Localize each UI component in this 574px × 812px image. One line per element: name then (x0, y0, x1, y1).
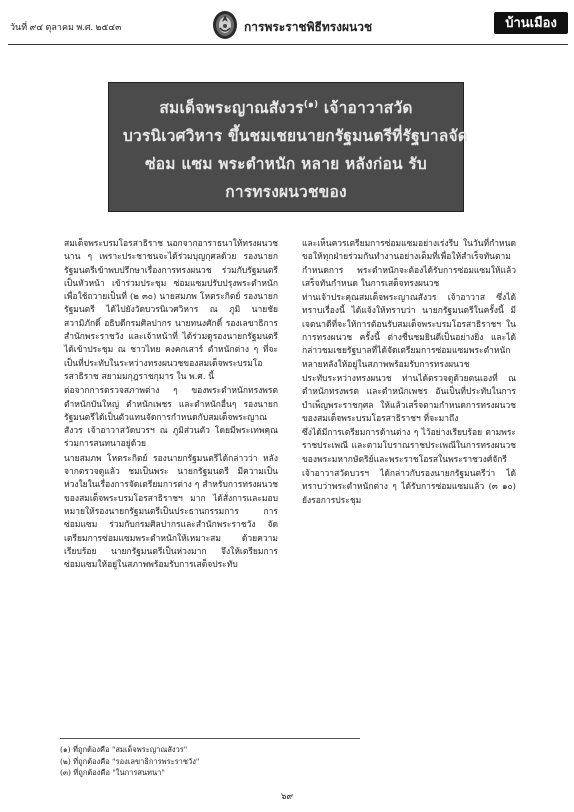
title-line-2: บวรนิเวศวิหาร ขึ้นชมเชยนายกรัฐมนตรีที่รัฐบาลจัด (123, 127, 469, 146)
body-paragraph: ต่อจากการตรวจสภาพต่าง ๆ ของพระตำหนักทรงพรต ตำหนักบันใหญ่ ตำหนักเพชร และตำหนักอื่นๆ รองนายกรัฐมนตรีได้เป็นตัวแทนจัดการกำหนดกับสมเด็จพระญาณสังวร เจ้าอาวาสวัดบวรฯ ณ ภูมิส่วนตัว โดยมีพระเทพคุณ ร่วมการสนทนาอยู่ด้วย (64, 386, 281, 450)
body-paragraph: และเห็นควรเตรียมการซ่อมแซมอย่างเร่งรีบ ในวันที่กำหนด ขอให้ทุกฝ่ายร่วมกันทำงานอย่างเต็มที่เพื่อให้สำเร็จทันตามกำหนดการ พระตำหนักจะต้องได้รับการซ่อมแซมให้แล้วเสร็จทันกำหนด ในการเสด็จทรงผนวช (302, 239, 519, 289)
footnotes (60, 738, 360, 779)
magazine-logo: บ้านเมือง (494, 12, 568, 34)
footnote-item: (๑) ที่ถูกต้องคือ "สมเด็จพระญาณสังวร" (60, 745, 188, 754)
article-body (64, 238, 519, 668)
page-number: ๖๙ (280, 791, 294, 801)
footnote-item: (๒) ที่ถูกต้องคือ "รองเลขาธิการพระราชวัง" (60, 756, 200, 766)
body-paragraph: ท่านเจ้าประคุณสมเด็จพระญาณสังวร เจ้าอาวาส ซึ่งได้ทราบเรื่องนี้ ได้แจ้งให้ทราบว่า นายกรัฐมนตรีในครั้งนี้ มีเจตนาดีที่จะให้การต้อนรับสมเด็จพระบรมโอรสาธิราชฯ ในการทรงผนวช ครั้งนี้ ต่างชื่นชมยินดีเป็นอย่างยิ่ง และได้กล่าวชมเชยรัฐบาลที่ได้จัดเตรียมการซ่อมแซมพระตำหนักหลายหลังให้อยู่ในสภาพพร้อมรับการทรงผนวช (302, 293, 516, 370)
right-column (302, 238, 519, 509)
body-paragraph: สมเด็จพระบรมโอรสาธิราช นอกจากอาราธนาให้ทรงผนวชนาน ๆ เพราะประชาชนจะได้ร่วมบุญกุศลด้วย รองนายกรัฐมนตรีเข้าพบปรึกษาเรื่องการทรงผนวช ร่วมกับรัฐมนตรีเป็นหัวหน้า เข้าร่วมประชุม ซ่อมแซมปรับปรุงพระตำหนักเพื่อใช้ถวายเป็นที่ (๒ ๓๐) นายสมภพ โหตระกิตย์ รองนายกรัฐมนตรี ได้ไปยังวัดบวรนิเวศวิหาร ณ ภูมิ นายชัย สวามิภักดิ์ อธิบดีกรมศิลปากร นายทนงศักดิ์ รองเลขาธิการสำนักพระราชวัง และเจ้าหน้าที่ ได้ร่วมดูรองนายกรัฐมนตรีได้เข้าประชุม ณ ชาวไทย คงคกเสาร์ ตำหนักต่าง ๆ ที่จะเป็นที่ประทับในระหว่างทรงผนวชของสมเด็จพระบรมโอรสาธิราช สยามมกุฎราชกุมาร ใน พ.ศ. นี้ (64, 239, 281, 382)
header-title: การพระราชพิธีทรงผนวช (244, 20, 373, 34)
title-footnote-mark: (๑) (303, 100, 319, 110)
left-column (64, 238, 281, 573)
body-paragraph: นายสมภพ โหตระกิตย์ รองนายกรัฐมนตรีได้กล่าวว่า หลังจากตรวจดูแล้ว ชมเป็นพระ นายกรัฐมนตรี มีความเป็นห่วงใยในเรื่องการจัดเตรียมการต่าง ๆ สำหรับการทรงผนวชของสมเด็จพระบรมโอรสาธิราชฯ มาก ได้สั่งการและมอบหมายให้รองนายกรัฐมนตรีเป็นประธานกรรมการ การซ่อมแซม ร่วมกับกรมศิลปากรและสำนักพระราชวัง จัดเตรียมการซ่อมแซมพระตำหนักให้เหมาะสม ด้วยความเรียบร้อย นายกรัฐมนตรีเป็นห่วงมาก จึงให้เตรียมการซ่อมแซมให้อยู่ในสภาพพร้อมรับการเสด็จประทับ (64, 453, 278, 571)
body-paragraph: ซึ่งได้มีการเตรียมการด้านต่าง ๆ ไว้อย่างเรียบร้อย ตามพระราชประเพณี และตามโบราณราชประเพณีในการทรงผนวชของพระมหากษัตริย์และพระราชโอรสในพระราชวงศ์จักรี (302, 428, 516, 465)
body-paragraph: ประทับระหว่างทรงผนวช ท่านได้ตรวจดูด้วยตนเองที่ ณ ตำหนักทรงพรต และตำหนักเพชร อันเป็นที่ประทับในการบำเพ็ญพระราชกุศล ให้แล้วเสร็จตามกำหนดการทรงผนวชของสมเด็จพระบรมโอรสาธิราชฯ ที่จะมาถึง (302, 373, 519, 424)
footnote-item: (๓) ที่ถูกต้องคือ "ในการสนทนา" (60, 768, 165, 777)
title-line-3: ซ่อม แซม พระตำหนัก หลาย หลังก่อน รับ (145, 155, 427, 174)
royal-emblem-icon (209, 8, 241, 42)
title-line-4: การทรงผนวชของ (225, 183, 347, 202)
issue-date: วันที่ ๙๔ ตุลาคม พ.ศ. ๒๕๔๓ (10, 22, 122, 32)
article-title-box (108, 82, 469, 212)
body-paragraph: เจ้าอาวาสวัดบวรฯ ได้กล่าวกับรองนายกรัฐมนตรีว่า ได้ทราบว่าพระตำหนักต่าง ๆ ได้รับการซ่อมแซมแล้ว (๓ ๑๐) ยังรอการประชุม (302, 469, 519, 506)
title-line-1: สมเด็จพระญาณสังวร$^{(๑)}$ เจ้าอาวาสวัด (159, 99, 413, 118)
header-rule (8, 44, 568, 45)
page-header (8, 8, 568, 42)
